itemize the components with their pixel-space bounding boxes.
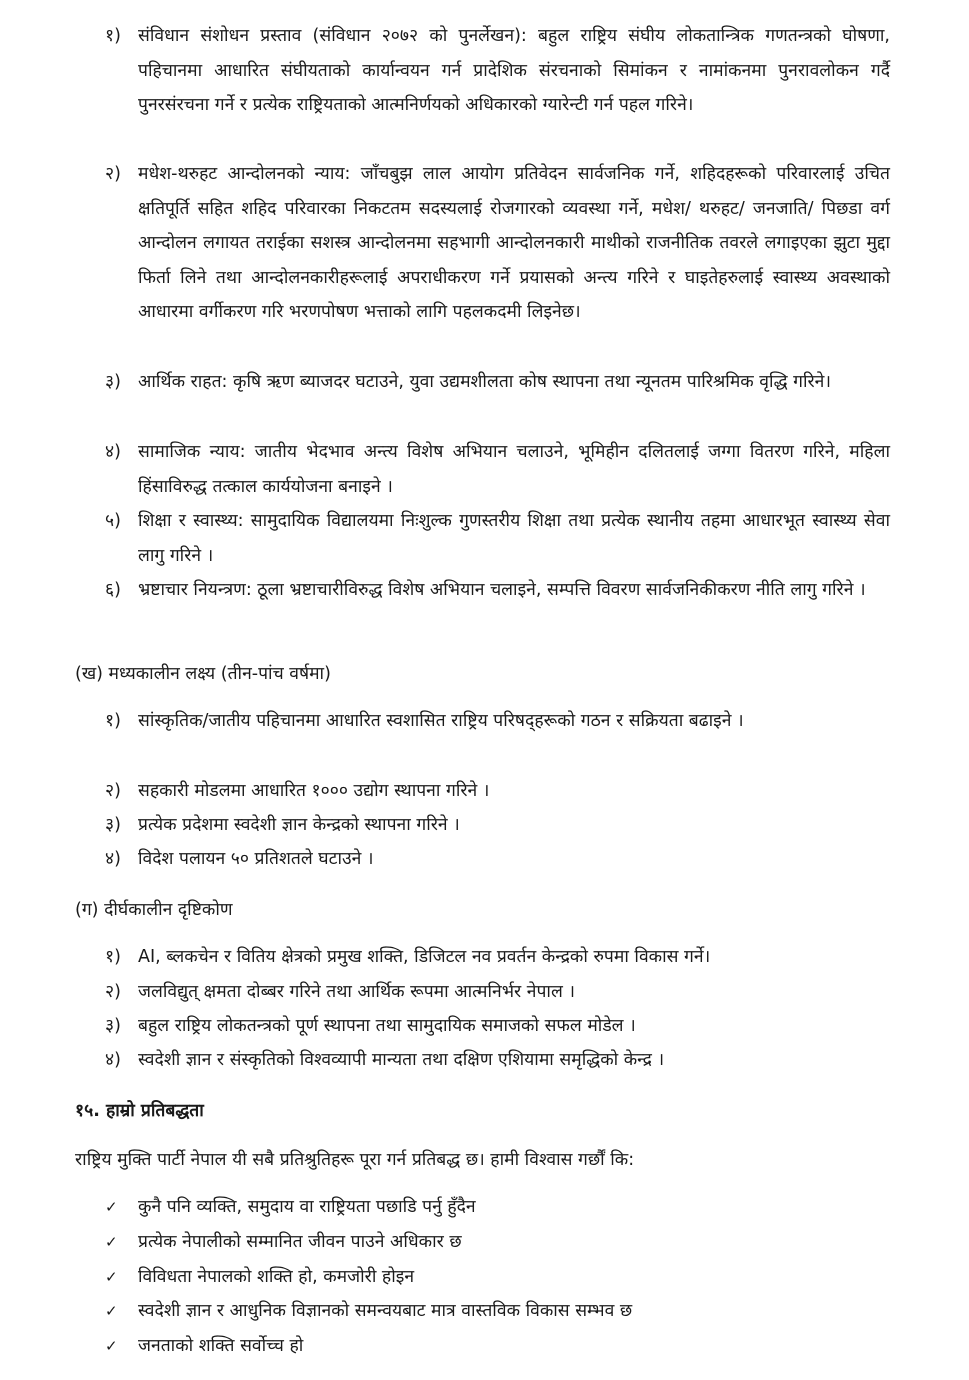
short-term-item xyxy=(105,365,890,400)
checkmark-icon: ✓ xyxy=(105,1337,118,1355)
short-term-item xyxy=(105,573,890,608)
item-text: सामाजिक न्याय: जातीय भेदभाव अन्त्य विशेष अभियान चलाउने, भूमिहीन दलितलाई जग्गा वितरण गरिने, महिला हिंसाविरुद्ध तत्काल कार्ययोजना बनाइने । xyxy=(138,442,890,497)
item-number: २) xyxy=(105,781,121,801)
belief-item xyxy=(105,1296,632,1326)
item-text: स्वदेशी ज्ञान र संस्कृतिको विश्वव्यापी मान्यता तथा दक्षिण एशियामा समृद्धिको केन्द्र । xyxy=(138,1050,665,1070)
item-number: ४) xyxy=(105,1050,121,1070)
item-number: ४) xyxy=(105,849,121,869)
belief-text: स्वदेशी ज्ञान र आधुनिक विज्ञानको समन्वयबाट मात्र वास्तविक विकास सम्भव छ xyxy=(138,1301,633,1321)
long-term-item xyxy=(105,1043,890,1078)
long-term-item xyxy=(105,975,890,1010)
item-text: मधेश-थरुहट आन्दोलनको न्याय: जाँचबुझ लाल आयोग प्रतिवेदन सार्वजनिक गर्ने, शहिदहरूको परिवारलाई उचित क्षतिपूर्ति सहित शहिद परिवारका निकटतम सदस्यलाई रोजगारको व्यवस्था गर्ने, मधेश/ थरुहट/ जनजाति/ पिछडा वर्ग आन्दोलन लगायत तराईका सशस्त्र आन्दोलनमा सहभागी आन्दोलनकारी माथीको राजनीतिक तवरले लगाइएका झुटा मुद्दा फिर्ता लिने तथा आन्दोलनकारीहरूलाई अपराधीकरण गर्ने प्रयासको अन्त्य गरिने र घाइतेहरुलाई स्वास्थ्य अवस्थाको आधारमा वर्गीकरण गरि भरणपोषण भत्ताको लागि पहलकदमी लिइनेछ। xyxy=(138,164,890,322)
item-text: आर्थिक राहत: कृषि ऋण ब्याजदर घटाउने, युवा उद्यमशीलता कोष स्थापना तथा न्यूनतम पारिश्रमिक वृद्धि गरिने। xyxy=(138,372,831,392)
item-number: ६) xyxy=(105,580,121,600)
belief-item xyxy=(105,1192,476,1222)
item-text: विदेश पलायन ५० प्रतिशतले घटाउने । xyxy=(138,849,374,869)
item-text: प्रत्येक प्रदेशमा स्वदेशी ज्ञान केन्द्रको स्थापना गरिने । xyxy=(138,815,460,835)
item-text: संविधान संशोधन प्रस्ताव (संविधान २०७२ को पुनर्लेखन): बहुल राष्ट्रिय संघीय लोकतान्त्रिक गणतन्त्रको घोषणा, पहिचानमा आधारित संघीयताको कार्यान्वयन गर्न प्रादेशिक संरचनाको सिमांकन र नामांकनमा पुनरावलोकन गर्दै पुनरसंरचना गर्ने र प्रत्येक राष्ट्रियताको आत्मनिर्णयको अधिकारको ग्यारेन्टी गर्न पहल गरिने। xyxy=(138,26,890,115)
mid-term-item xyxy=(105,704,890,739)
item-number: ३) xyxy=(105,1016,121,1036)
belief-text: विविधता नेपालको शक्ति हो, कमजोरी होइन xyxy=(138,1267,415,1287)
item-number: २) xyxy=(105,982,121,1002)
item-number: १) xyxy=(105,26,121,46)
belief-text: जनताको शक्ति सर्वोच्च हो xyxy=(138,1336,304,1356)
item-number: ४) xyxy=(105,442,121,462)
checkmark-icon: ✓ xyxy=(105,1233,118,1251)
item-number: २) xyxy=(105,164,121,184)
item-text: सांस्कृतिक/जातीय पहिचानमा आधारित स्वशासित राष्ट्रिय परिषद्हरूको गठन र सक्रियता बढाइने । xyxy=(138,711,744,731)
item-text: सहकारी मोडलमा आधारित १००० उद्योग स्थापना गरिने । xyxy=(138,781,490,801)
short-term-item xyxy=(105,435,890,504)
item-number: १) xyxy=(105,947,121,967)
short-term-item xyxy=(105,504,890,573)
mid-term-item xyxy=(105,808,890,843)
mid-term-item xyxy=(105,842,890,877)
item-text: शिक्षा र स्वास्थ्य: सामुदायिक विद्यालयमा निःशुल्क गुणस्तरीय शिक्षा तथा प्रत्येक स्थानीय तहमा आधारभूत स्वास्थ्य सेवा लागु गरिने । xyxy=(138,511,890,566)
long-term-item xyxy=(105,940,890,975)
mid-term-item xyxy=(105,774,890,809)
belief-item xyxy=(105,1262,414,1292)
item-number: १) xyxy=(105,711,121,731)
belief-item xyxy=(105,1227,462,1257)
item-number: ३) xyxy=(105,815,121,835)
short-term-item xyxy=(105,19,890,123)
long-term-item xyxy=(105,1009,890,1044)
commitment-intro: राष्ट्रिय मुक्ति पार्टी नेपाल यी सबै प्रतिश्रुतिहरू पूरा गर्न प्रतिबद्ध छ। हामी विश्वास गर्छौं कि: xyxy=(75,1150,635,1170)
section-heading-mid-term: (ख) मध्यकालीन लक्ष्य (तीन-पांच वर्षमा) xyxy=(75,664,331,684)
belief-text: प्रत्येक नेपालीको सम्मानित जीवन पाउने अधिकार छ xyxy=(138,1232,462,1252)
item-text: AI, ब्लकचेन र वितिय क्षेत्रको प्रमुख शक्ति, डिजिटल नव प्रवर्तन केन्द्रको रुपमा विकास गर्ने। xyxy=(138,947,711,967)
section-heading-commitment: १५. हाम्रो प्रतिबद्धता xyxy=(75,1101,204,1121)
section-heading-long-term: (ग) दीर्घकालीन दृष्टिकोण xyxy=(75,900,233,920)
short-term-item xyxy=(105,157,890,330)
item-text: जलविद्युत् क्षमता दोब्बर गरिने तथा आर्थिक रूपमा आत्मनिर्भर नेपाल । xyxy=(138,982,576,1002)
belief-text: कुनै पनि व्यक्ति, समुदाय वा राष्ट्रियता पछाडि पर्नु हुँदैन xyxy=(138,1197,476,1217)
item-number: ३) xyxy=(105,372,121,392)
checkmark-icon: ✓ xyxy=(105,1198,118,1216)
item-number: ५) xyxy=(105,511,121,531)
belief-item xyxy=(105,1331,303,1361)
checkmark-icon: ✓ xyxy=(105,1302,118,1320)
item-text: भ्रष्टाचार नियन्त्रण: ठूला भ्रष्टाचारीविरुद्ध विशेष अभियान चलाइने, सम्पत्ति विवरण सार्वजनिकीकरण नीति लागु गरिने । xyxy=(138,580,866,600)
checkmark-icon: ✓ xyxy=(105,1268,118,1286)
item-text: बहुल राष्ट्रिय लोकतन्त्रको पूर्ण स्थापना तथा सामुदायिक समाजको सफल मोडेल । xyxy=(138,1016,636,1036)
